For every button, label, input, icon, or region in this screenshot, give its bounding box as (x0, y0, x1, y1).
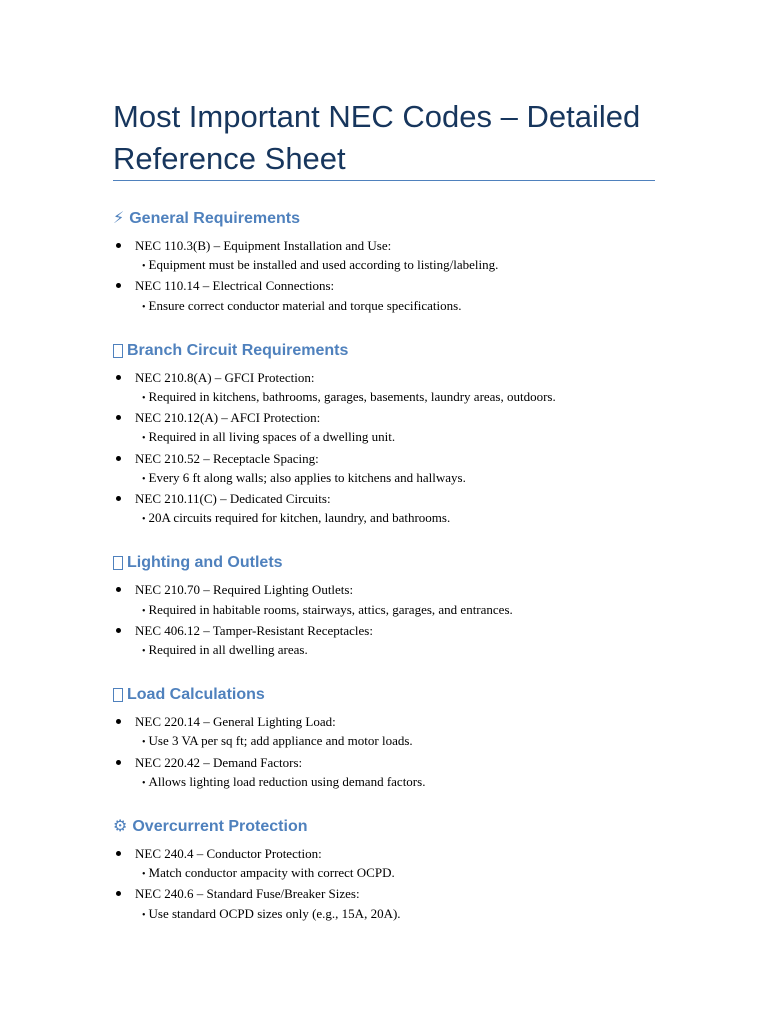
section-heading (113, 208, 713, 230)
detail-text: Required in all living spaces of a dwelling unit. (148, 429, 396, 445)
code-text: NEC 110.14 – Electrical Connections: (135, 278, 335, 294)
code-list (113, 368, 713, 530)
bullet-icon (116, 628, 121, 633)
code-list (113, 712, 713, 793)
section-heading (113, 552, 713, 574)
missing-glyph-icon (113, 688, 123, 702)
detail-text: Required in all dwelling areas. (148, 642, 308, 658)
list-item (113, 449, 713, 489)
detail-text: Allows lighting load reduction using demand factors. (148, 773, 426, 789)
code-text: NEC 210.52 – Receptacle Spacing: (135, 450, 319, 466)
detail-text: Use standard OCPD sizes only (e.g., 15A, 20A). (148, 905, 401, 921)
sub-bullet-icon: • (142, 261, 146, 273)
detail-text: Every 6 ft along walls; also applies to kitchens and hallways. (148, 469, 466, 485)
bullet-icon (116, 283, 121, 288)
code-text: NEC 240.6 – Standard Fuse/Breaker Sizes: (135, 886, 360, 902)
list-item (113, 753, 713, 793)
bullet-icon (116, 496, 121, 501)
code-text: NEC 220.42 – Demand Factors: (135, 754, 303, 770)
list-item (113, 621, 713, 661)
code-text: NEC 220.14 – General Lighting Load: (135, 714, 336, 730)
detail-text: Required in habitable rooms, stairways, attics, garages, and entrances. (148, 601, 513, 617)
code-text: NEC 406.12 – Tamper-Resistant Receptacles: (135, 622, 373, 638)
sub-bullet-icon: • (142, 605, 146, 617)
title-divider (113, 180, 655, 181)
sub-bullet-icon: • (142, 869, 146, 881)
gear-icon: ⚙ (113, 818, 128, 836)
code-text: NEC 210.11(C) – Dedicated Circuits: (135, 491, 331, 507)
detail-text: Ensure correct conductor material and torque specifications. (148, 297, 462, 313)
sub-bullet-icon: • (142, 646, 146, 658)
code-list (113, 236, 713, 317)
section-heading (113, 816, 713, 838)
section-general-requirements (113, 208, 713, 317)
bullet-icon (116, 456, 121, 461)
lightning-icon: ⚡ (113, 210, 125, 227)
page-title: Most Important NEC Codes – Detailed Reference Sheet (113, 99, 641, 176)
code-text: NEC 210.8(A) – GFCI Protection: (135, 369, 315, 385)
detail-text: Equipment must be installed and used according to listing/labeling. (148, 257, 499, 273)
missing-glyph-icon (113, 556, 123, 570)
code-text: NEC 210.12(A) – AFCI Protection: (135, 410, 321, 426)
section-heading (113, 684, 713, 706)
sections-container (113, 208, 713, 948)
section-load-calculations (113, 684, 713, 793)
list-item (113, 580, 713, 620)
code-list (113, 580, 713, 661)
bullet-icon (116, 851, 121, 856)
list-item (113, 712, 713, 752)
section-heading-text: Lighting and Outlets (127, 554, 283, 572)
section-heading-text: General Requirements (129, 210, 300, 227)
list-item (113, 844, 713, 884)
bullet-icon (116, 415, 121, 420)
section-overcurrent-protection (113, 816, 713, 925)
detail-text: Use 3 VA per sq ft; add appliance and motor loads. (148, 733, 413, 749)
detail-text: Required in kitchens, bathrooms, garages, basements, laundry areas, outdoors. (148, 389, 556, 405)
section-heading-text: Branch Circuit Requirements (127, 341, 349, 359)
sub-bullet-icon: • (142, 777, 146, 789)
code-text: NEC 210.70 – Required Lighting Outlets: (135, 582, 354, 598)
bullet-icon (116, 375, 121, 380)
code-text: NEC 110.3(B) – Equipment Installation and Use: (135, 238, 392, 253)
code-text: NEC 240.4 – Conductor Protection: (135, 846, 322, 862)
sub-bullet-icon: • (142, 909, 146, 921)
section-lighting-and-outlets (113, 552, 713, 661)
list-item (113, 368, 713, 408)
sub-bullet-icon: • (142, 393, 146, 405)
sub-bullet-icon: • (142, 433, 146, 445)
code-list (113, 844, 713, 925)
section-heading (113, 340, 713, 362)
sub-bullet-icon: • (142, 737, 146, 749)
bullet-icon (116, 587, 121, 592)
list-item (113, 884, 713, 924)
list-item (113, 236, 713, 276)
detail-text: Match conductor ampacity with correct OCPD. (148, 865, 395, 881)
sub-bullet-icon: • (142, 301, 146, 313)
detail-text: 20A circuits required for kitchen, laundry, and bathrooms. (148, 510, 451, 526)
list-item (113, 276, 713, 316)
section-branch-circuit-requirements (113, 340, 713, 530)
sub-bullet-icon: • (142, 473, 146, 485)
section-heading-text: Load Calculations (127, 686, 265, 704)
bullet-icon (116, 719, 121, 724)
missing-glyph-icon (113, 344, 123, 358)
list-item (113, 489, 713, 529)
list-item (113, 408, 713, 448)
bullet-icon (116, 891, 121, 896)
section-heading-text: Overcurrent Protection (132, 818, 308, 836)
bullet-icon (116, 243, 121, 248)
sub-bullet-icon: • (142, 514, 146, 526)
bullet-icon (116, 760, 121, 765)
